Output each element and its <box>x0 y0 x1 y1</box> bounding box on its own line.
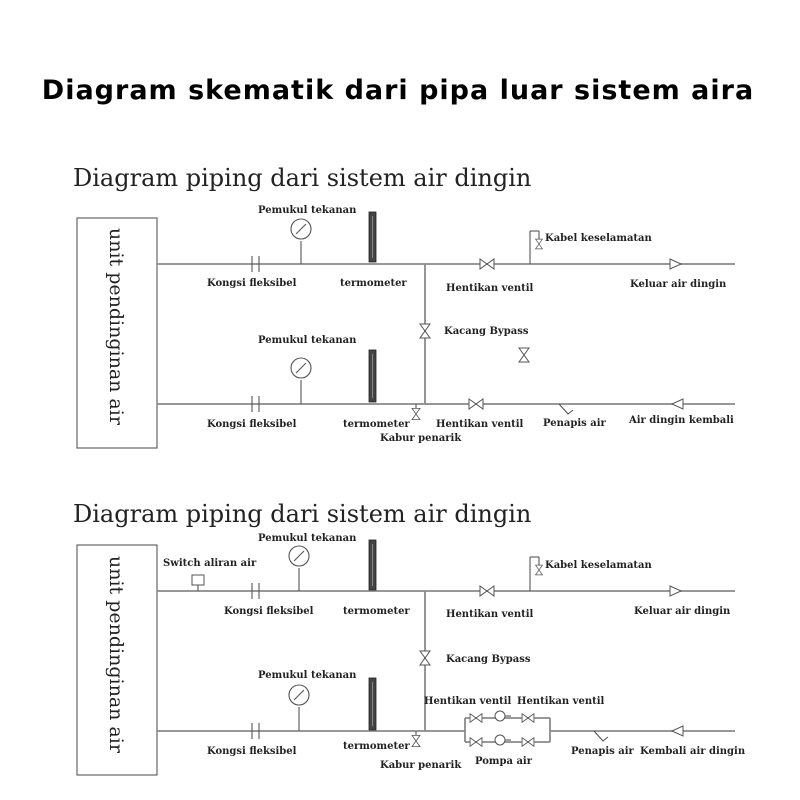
label-stop-valve-top: Hentikan ventil <box>446 283 534 294</box>
label-chilled-out: Keluar air dingin <box>634 606 731 617</box>
chiller-unit-label: unit pendinginan air <box>105 556 127 753</box>
label-bypass: Kacang Bypass <box>446 654 531 665</box>
label-flex-joint-bottom: Kongsi fleksibel <box>207 746 297 757</box>
label-drain: Kabur penarik <box>380 760 462 771</box>
thermometer-icon <box>369 540 376 590</box>
bypass-valve-icon <box>420 651 430 665</box>
drain-valve-icon <box>412 404 420 420</box>
label-stop-valve-bottom: Hentikan ventil <box>436 419 524 430</box>
flow-out-arrow-icon <box>670 586 681 596</box>
valve-icon <box>519 348 529 362</box>
pressure-gauge-icon <box>289 685 309 731</box>
label-flex-joint-top: Kongsi fleksibel <box>207 278 297 289</box>
label-thermometer-top: termometer <box>340 278 407 289</box>
label-thermometer-bottom: termometer <box>343 741 410 752</box>
pump-icon <box>495 735 511 745</box>
flow-switch-icon <box>192 575 204 591</box>
stop-valve-icon <box>480 586 494 596</box>
label-pressure-gauge-top: Pemukul tekanan <box>258 533 357 544</box>
pressure-gauge-icon <box>291 219 311 264</box>
flow-return-arrow-icon <box>672 726 683 736</box>
drain-valve-icon <box>412 731 420 747</box>
label-pressure-gauge-bottom: Pemukul tekanan <box>258 335 357 346</box>
label-thermometer-top: termometer <box>343 606 410 617</box>
stop-valve-icon <box>469 399 483 409</box>
label-flex-joint-bottom: Kongsi fleksibel <box>207 419 297 430</box>
water-filter-icon <box>559 404 573 414</box>
pump-station <box>465 711 550 746</box>
diagram-2-title: Diagram piping dari sistem air dingin <box>73 500 532 528</box>
label-bypass: Kacang Bypass <box>444 326 529 337</box>
label-stop-valve-top: Hentikan ventil <box>446 609 534 620</box>
stop-valve-icon <box>480 259 494 269</box>
label-chilled-return: Kembali air dingin <box>640 746 746 757</box>
pump-icon <box>495 711 511 721</box>
chiller-unit-label: unit pendinginan air <box>105 228 127 425</box>
safety-cable-icon <box>530 557 543 591</box>
label-flex-joint-top: Kongsi fleksibel <box>224 606 314 617</box>
water-filter-icon <box>594 731 608 741</box>
label-chilled-out: Keluar air dingin <box>630 279 727 290</box>
pressure-gauge-icon <box>289 546 309 591</box>
pressure-gauge-icon <box>291 358 311 404</box>
diagram-1-title: Diagram piping dari sistem air dingin <box>73 164 532 192</box>
label-safety-cable: Kabel keselamatan <box>545 233 652 244</box>
flow-out-arrow-icon <box>670 259 681 269</box>
thermometer-icon <box>369 212 376 262</box>
label-pressure-gauge-top: Pemukul tekanan <box>258 205 357 216</box>
label-stop-valve-pump-left: Hentikan ventil <box>424 696 512 707</box>
label-drain: Kabur penarik <box>380 433 462 444</box>
label-thermometer-bottom: termometer <box>343 419 410 430</box>
thermometer-icon <box>369 350 376 402</box>
diagram-2 <box>73 500 746 775</box>
label-stop-valve-pump-right: Hentikan ventil <box>517 696 605 707</box>
label-pump: Pompa air <box>475 756 533 767</box>
flow-return-arrow-icon <box>672 399 683 409</box>
label-flow-switch: Switch aliran air <box>163 558 257 569</box>
bypass-valve-icon <box>420 324 430 338</box>
thermometer-icon <box>369 678 376 730</box>
label-pressure-gauge-bottom: Pemukul tekanan <box>258 670 357 681</box>
label-safety-cable: Kabel keselamatan <box>545 560 652 571</box>
page-title: Diagram skematik dari pipa luar sistem aira <box>41 75 755 106</box>
safety-cable-icon <box>530 231 543 264</box>
label-chilled-return: Air dingin kembali <box>629 415 734 426</box>
label-filter: Penapis air <box>571 746 634 757</box>
diagram-1 <box>73 164 735 448</box>
label-filter: Penapis air <box>543 418 606 429</box>
